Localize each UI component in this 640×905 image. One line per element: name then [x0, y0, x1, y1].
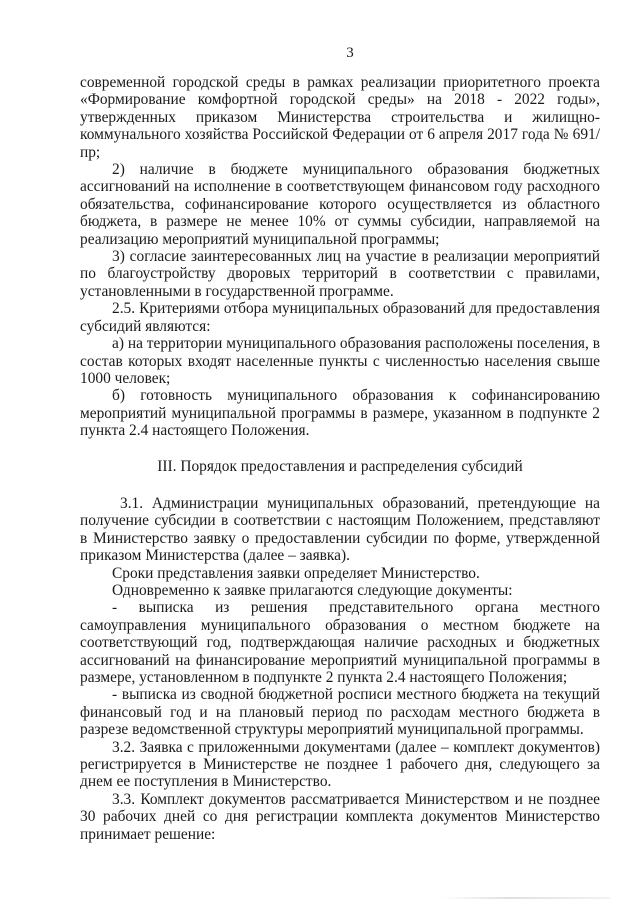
paragraph-deadlines: Сроки представления заявки определяет Министерство.: [112, 564, 480, 582]
paragraph-3-1: 3.1. Администрации муниципальных образований, претендующие на получение субсидии в соответствии с настоящим Положением, представляют в Министерство заявку о предоставлении субсидии по форме, утвержденной приказом Министерства (далее – заявка).: [80, 494, 600, 565]
document-body: [80, 74, 600, 843]
paragraph-documents-intro: Одновременно к заявке прилагаются следующие документы:: [112, 581, 513, 599]
paragraph-criteria-2-5: 2.5. Критериями отбора муниципальных образований для предоставления субсидий являются:: [80, 300, 600, 335]
paragraph-criterion-a: а) на территории муниципального образования расположены поселения, в состав которых входят населенные пункты с численностью населения свыше 1000 человек;: [80, 335, 600, 387]
paragraph-criterion-b: б) готовность муниципального образования к софинансированию мероприятий муниципальной программы в размере, указанном в подпункте 2 пункта 2.4 настоящего Положения.: [80, 387, 600, 440]
paragraph-condition-2: 2) наличие в бюджете муниципального образования бюджетных ассигнований на исполнение в соответствующем финансовом году расходного обязательства, софинансирование которого осуществляется из областного бюджета, в размере не менее 10% от суммы субсидии, направляемой на реализацию мероприятий муниципальной программы;: [80, 161, 600, 248]
list-item-budget-extract: - выписка из сводной бюджетной росписи местного бюджета на текущий финансовый год и на плановый период по расходам местного бюджета в разрезе ведомственной структуры мероприятий муниципальной программы.: [80, 686, 600, 739]
scan-artifact: [440, 897, 610, 899]
page-number: 3: [346, 45, 354, 61]
paragraph-project-reference: современной городской среды в рамках реализации приоритетного проекта «Формирование комфортной городской среды» на 2018 - 2022 годы», утвержденных приказом Министерства строительства и жилищно-коммунального хозяйства Российской Федерации от 6 апреля 2017 года № 691/пр;: [80, 74, 600, 161]
paragraph-condition-3: 3) согласие заинтересованных лиц на участие в реализации мероприятий по благоустройству дворовых территорий в соответствии с правилами, установленными в государственной программе.: [80, 248, 600, 300]
list-item-decision-extract: - выписка из решения представительного органа местного самоуправления муниципального образования о местном бюджете на соответствующий год, подтверждающая наличие расходных и бюджетных ассигнований на финансирование мероприятий муниципальной программы в размере, установленном в подпункте 2 пункта 2.4 настоящего Положения;: [80, 599, 600, 686]
section-heading: III. Порядок предоставления и распределения субсидий: [157, 457, 523, 475]
paragraph-3-2: 3.2. Заявка с приложенными документами (далее – комплект документов) регистрируется в Министерстве не позднее 1 рабочего дня, следующего за днем ее поступления в Министерство.: [80, 738, 600, 791]
paragraph-3-3: 3.3. Комплект документов рассматривается Министерством и не позднее 30 рабочих дней со дня регистрации комплекта документов Министерство принимает решение:: [80, 790, 600, 843]
